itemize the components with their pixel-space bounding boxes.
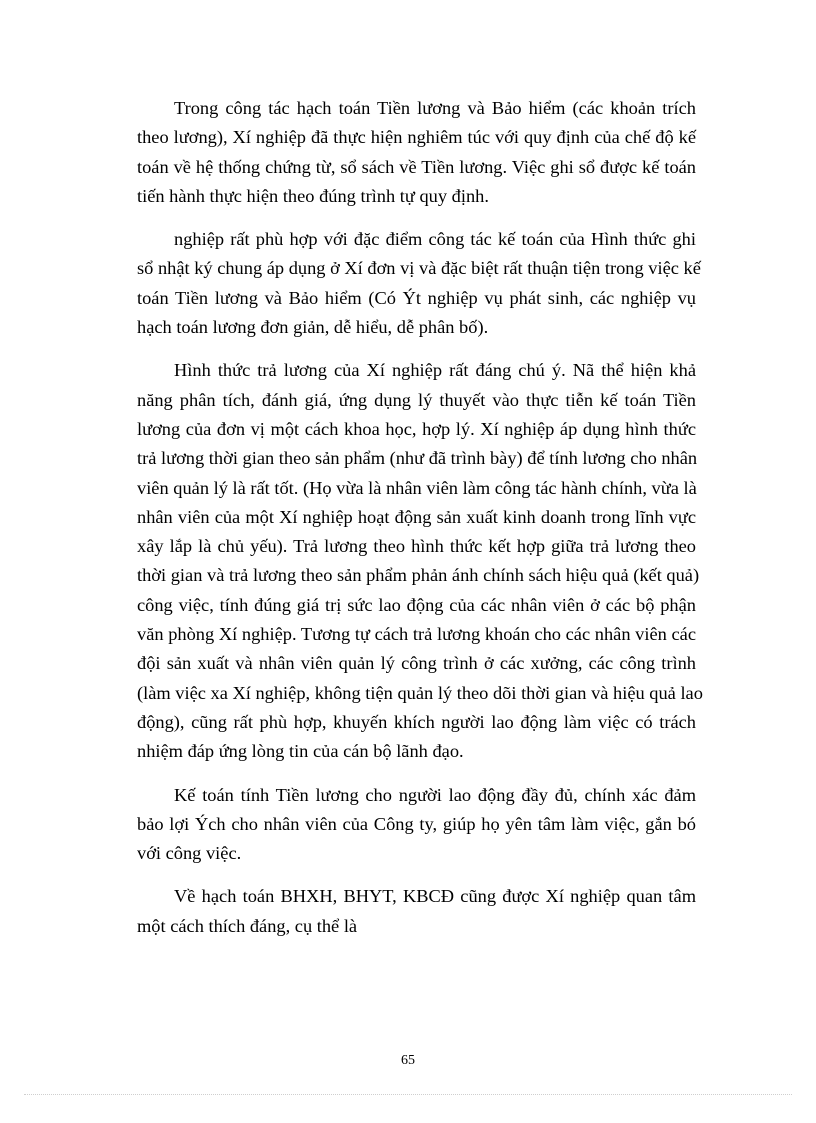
text-line: động), cũng rất phù hợp, khuyến khích người lao động làm việc có trách bbox=[137, 711, 696, 732]
text-line: thời gian và trả lương theo sản phẩm phản ánh chính sách hiệu quả (kết quả) bbox=[137, 565, 700, 586]
text-line: đội sản xuất và nhân viên quản lý công trình ở các xưởng, các công trình bbox=[137, 653, 696, 674]
paragraph-1 bbox=[137, 94, 696, 211]
text-line: công việc, tính đúng giá trị sức lao động của các nhân viên ở các bộ phận bbox=[137, 594, 696, 615]
text-line: bảo lợi Ých cho nhân viên của Công ty, giúp họ yên tâm làm việc, gắn bó bbox=[137, 813, 696, 834]
text-line: nghiệp rất phù hợp với đặc điểm công tác kế toán của Hình thức ghi bbox=[174, 229, 696, 250]
text-line: một cách thích đáng, cụ thể là bbox=[137, 915, 358, 936]
paragraph-4 bbox=[137, 781, 696, 869]
text-line: Về hạch toán BHXH, BHYT, KBCĐ cũng được Xí nghiệp quan tâm bbox=[174, 886, 696, 907]
text-line: văn phòng Xí nghiệp. Tương tự cách trả lương khoán cho các nhân viên các bbox=[137, 624, 696, 645]
text-line: hạch toán lương đơn giản, dễ hiểu, dễ phân bố). bbox=[137, 317, 489, 338]
text-line: (làm việc xa Xí nghiệp, không tiện quản lý theo dõi thời gian và hiệu quả lao bbox=[137, 682, 703, 703]
text-line: lương của đơn vị một cách khoa học, hợp lý. Xí nghiệp áp dụng hình thức bbox=[137, 418, 696, 439]
text-line: Kế toán tính Tiền lương cho người lao động đầy đủ, chính xác đảm bbox=[174, 784, 696, 805]
text-line: với công việc. bbox=[137, 843, 242, 864]
page-number: 65 bbox=[401, 1053, 415, 1068]
paragraph-5 bbox=[137, 882, 696, 941]
text-line: Trong công tác hạch toán Tiền lương và Bảo hiểm (các khoản trích bbox=[174, 98, 696, 118]
text-line: toán về hệ thống chứng từ, sổ sách về Tiền lương. Việc ghi sổ được kế toán bbox=[137, 156, 696, 177]
text-line: viên quản lý là rất tốt. (Họ vừa là nhân viên làm công tác hành chính, vừa là bbox=[137, 477, 697, 498]
page-bottom-divider bbox=[24, 1094, 792, 1095]
text-line: xây lắp là chủ yếu). Trả lương theo hình thức kết hợp giữa trả lương theo bbox=[137, 536, 696, 557]
document-body bbox=[137, 94, 703, 955]
text-line: năng phân tích, đánh giá, ứng dụng lý thuyết vào thực tiễn kế toán Tiền bbox=[137, 389, 696, 410]
paragraph-2 bbox=[137, 225, 701, 342]
text-line: nhân viên của một Xí nghiệp hoạt động sản xuất kinh doanh trong lĩnh vực bbox=[137, 506, 696, 527]
text-line: toán Tiền lương và Bảo hiểm (Có Ýt nghiệp vụ phát sinh, các nghiệp vụ bbox=[137, 287, 696, 308]
text-line: sổ nhật ký chung áp dụng ở Xí đơn vị và đặc biệt rất thuận tiện trong việc kế bbox=[137, 258, 701, 279]
text-line: trả lương thời gian theo sản phẩm (như đã trình bày) để tính lương cho nhân bbox=[137, 448, 698, 469]
text-line: nhiệm đáp ứng lòng tin của cán bộ lãnh đạo. bbox=[137, 741, 464, 762]
text-line: tiến hành thực hiện theo đúng trình tự quy định. bbox=[137, 185, 489, 206]
text-line: Hình thức trả lương của Xí nghiệp rất đáng chú ý. Nã thể hiện khả bbox=[174, 360, 696, 381]
text-line: theo lương), Xí nghiệp đã thực hiện nghiêm túc với quy định của chế độ kế bbox=[137, 127, 696, 148]
paragraph-3 bbox=[137, 356, 703, 766]
